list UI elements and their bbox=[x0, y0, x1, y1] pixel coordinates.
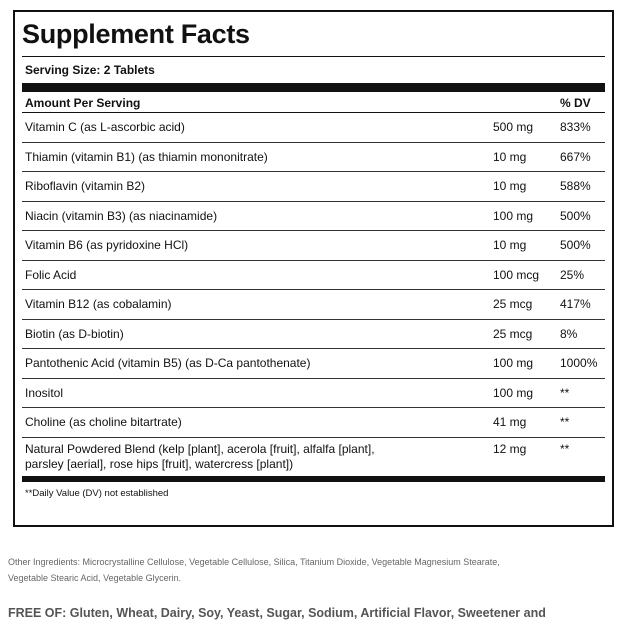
nutrient-name: Vitamin B12 (as cobalamin) bbox=[25, 297, 172, 311]
other-ingredients bbox=[8, 554, 630, 586]
table-header bbox=[22, 92, 605, 113]
blend-amount: 12 mg bbox=[493, 441, 527, 456]
table-row bbox=[22, 143, 605, 173]
nutrient-amount: 41 mg bbox=[493, 415, 527, 429]
nutrient-amount: 10 mg bbox=[493, 149, 527, 164]
nutrient-amount: 500 mg bbox=[493, 120, 534, 134]
supplement-facts-panel bbox=[13, 10, 614, 527]
dv-header: % DV bbox=[560, 96, 591, 110]
nutrient-name: Vitamin C (as L-ascorbic acid) bbox=[25, 120, 185, 134]
nutrient-amount: 10 mg bbox=[493, 238, 527, 252]
table-row bbox=[22, 290, 605, 320]
table-row bbox=[22, 379, 605, 409]
nutrient-name: Folic Acid bbox=[25, 267, 77, 282]
footnote: **Daily Value (DV) not established bbox=[25, 487, 169, 499]
nutrient-dv: 500% bbox=[560, 238, 591, 252]
serving-size: Serving Size: 2 Tablets bbox=[22, 57, 605, 92]
nutrient-rows bbox=[22, 113, 605, 438]
amount-per-serving-header: Amount Per Serving bbox=[25, 96, 141, 110]
blend-dv: ** bbox=[560, 441, 570, 456]
other-ingredients-line2: Vegetable Stearic Acid, Vegetable Glycerin. bbox=[8, 573, 182, 583]
nutrient-dv: 833% bbox=[560, 120, 591, 134]
table-row bbox=[22, 113, 605, 143]
nutrient-dv: 500% bbox=[560, 208, 591, 223]
table-row bbox=[22, 231, 605, 261]
table-row bbox=[22, 349, 605, 379]
table-row bbox=[22, 320, 605, 350]
table-row bbox=[22, 438, 605, 476]
nutrient-name: Biotin (as D-biotin) bbox=[25, 326, 124, 341]
nutrient-dv: 1000% bbox=[560, 356, 598, 370]
nutrient-name: Choline (as choline bitartrate) bbox=[25, 415, 182, 429]
nutrient-dv: 588% bbox=[560, 179, 591, 193]
free-of-statement: FREE OF: Gluten, Wheat, Dairy, Soy, Yeast, Sugar, Sodium, Artificial Flavor, Sweetener and bbox=[8, 606, 546, 620]
nutrient-dv: 417% bbox=[560, 297, 591, 311]
nutrient-amount: 100 mg bbox=[493, 385, 534, 400]
table-row bbox=[22, 261, 605, 291]
nutrient-amount: 100 mg bbox=[493, 356, 534, 370]
nutrient-dv: ** bbox=[560, 415, 570, 429]
blend-name bbox=[25, 442, 493, 472]
nutrient-dv: 8% bbox=[560, 326, 578, 341]
table-row bbox=[22, 202, 605, 232]
nutrient-amount: 25 mcg bbox=[493, 326, 533, 341]
nutrient-amount: 100 mg bbox=[493, 208, 534, 223]
nutrient-amount: 10 mg bbox=[493, 179, 527, 193]
nutrient-amount: 100 mcg bbox=[493, 267, 540, 282]
nutrient-dv: 667% bbox=[560, 149, 591, 164]
nutrient-dv: 25% bbox=[560, 267, 585, 282]
nutrient-name: Thiamin (vitamin B1) (as thiamin mononitrate) bbox=[25, 149, 268, 164]
nutrient-name: Pantothenic Acid (vitamin B5) (as D-Ca pantothenate) bbox=[25, 356, 311, 370]
nutrient-name: Vitamin B6 (as pyridoxine HCl) bbox=[25, 238, 189, 252]
nutrient-amount: 25 mcg bbox=[493, 297, 533, 311]
nutrient-dv: ** bbox=[560, 385, 570, 400]
blend-name-line2: parsley [aerial], rose hips [fruit], watercress [plant]) bbox=[25, 456, 294, 471]
nutrient-name: Inositol bbox=[25, 385, 64, 400]
nutrient-name: Riboflavin (vitamin B2) bbox=[25, 179, 146, 193]
other-ingredients-line1: Other Ingredients: Microcrystalline Cellulose, Vegetable Cellulose, Silica, Titanium Dioxide, Vegetable Magnesium Stearate, bbox=[8, 557, 500, 567]
table-row bbox=[22, 172, 605, 202]
blend-name-line1: Natural Powdered Blend (kelp [plant], acerola [fruit], alfalfa [plant], bbox=[25, 441, 375, 456]
table-row bbox=[22, 408, 605, 438]
nutrient-name: Niacin (vitamin B3) (as niacinamide) bbox=[25, 208, 218, 223]
panel-title: Supplement Facts bbox=[22, 18, 605, 57]
